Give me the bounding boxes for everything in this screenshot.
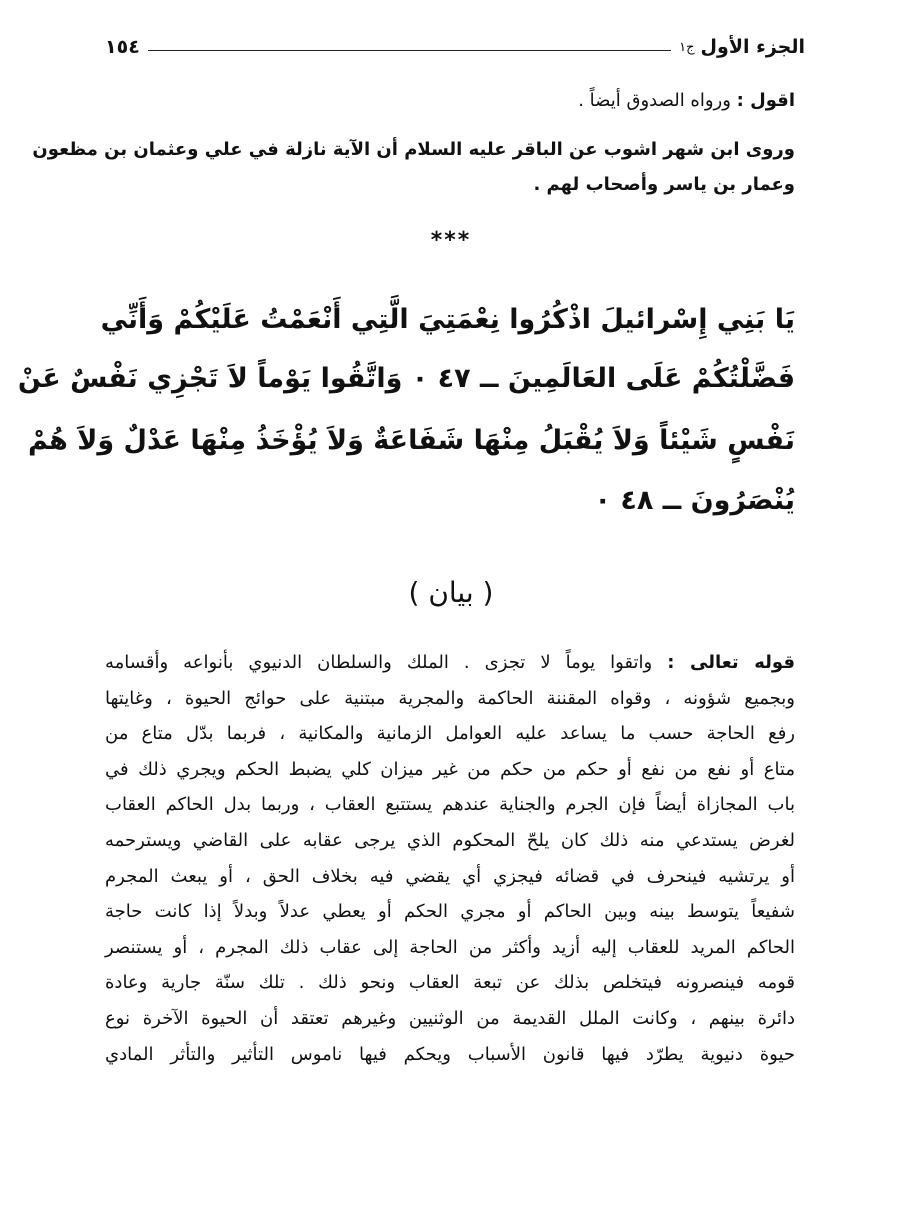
intro-line-1 bbox=[105, 86, 795, 116]
body-line: باب المجازاة أيضاً فإن الجرم والجناية عندهم يستتبع العقاب ، وربما بدل الحاكم العقاب bbox=[105, 794, 795, 815]
verse-line: يَا بَنِي إِسْرائيلَ اذْكُرُوا نِعْمَتِيَ الَّتِي أَنْعَمْتُ عَلَيْكُمْ وَأَنِّي bbox=[100, 304, 795, 335]
body-line: لغرض يستدعي منه ذلك كان يلحّ المحكوم الذي يرجى عقابه على القاضي ويسترحمه bbox=[105, 830, 795, 851]
body-line: أو يرتشيه فينحرف في قضائه فيجزي أي يقضي فيه بخلاف الحق ، أو يبعث المجرم bbox=[105, 866, 795, 887]
page-number: ١٥٤ bbox=[105, 36, 140, 58]
section-heading: ( بيان ) bbox=[408, 576, 494, 609]
body-line: شفيعاً يتوسط بينه وبين الحاكم أو مجري الحكم أو يعطي عدلاً وبدلاً إذا كانت حاجة bbox=[105, 901, 795, 922]
running-header bbox=[105, 30, 805, 64]
header-rule bbox=[148, 50, 671, 51]
intro-line-2: وروى ابن شهر اشوب عن الباقر عليه السلام أن الآية نازلة في علي وعثمان بن مظعون bbox=[32, 139, 795, 160]
body-line-1-text: واتقوا يوماً لا تجزى . الملك والسلطان الدنيوي بأنواعه وأقسامه bbox=[105, 652, 653, 673]
intro-line-1-text: ورواه الصدوق أيضاً . bbox=[578, 90, 731, 111]
verse-line: فَضَّلْتُكُمْ عَلَى العَالَمِينَ ــ ٤٧ ٠ وَاتَّقُوا يَوْماً لاَ تَجْزِي نَفْسٌ عَنْ bbox=[17, 363, 795, 394]
body-lead: قوله تعالى : bbox=[667, 652, 795, 673]
body-line: حيوة دنيوية يطرّد فيها قانون الأسباب ويحكم فيها ناموس التأثير والتأثر المادي bbox=[105, 1044, 795, 1065]
intro-line-3: وعمار بن ياسر وأصحاب لهم . bbox=[533, 174, 795, 195]
body-line: رفع الحاجة حسب ما يساعد عليه العوامل الزمانية والمكانية ، فربما بدّل متاع من bbox=[105, 723, 795, 744]
verse-line: نَفْسٍ شَيْئاً وَلاَ يُقْبَلُ مِنْهَا شَفَاعَةٌ وَلاَ يُؤْخَذُ مِنْهَا عَدْلٌ وَلاَ هُمْ bbox=[27, 425, 795, 456]
body-line: وبجميع شؤونه ، وقواه المقننة الحاكمة والمجرية مبتنية على حوائج الحيوة ، وغايتها bbox=[105, 688, 795, 709]
body-line: الحاكم المريد للعقاب إليه أزيد وأكثر من الحاجة إلى عقاب ذلك المجرم ، أو يستنصر bbox=[105, 937, 795, 958]
intro-lead: اقول : bbox=[736, 90, 795, 111]
verse-line: يُنْصَرُونَ ــ ٤٨ ٠ bbox=[594, 485, 795, 516]
body-line: دائرة بينهم ، وكانت الملل القديمة من الوثنيين وغيرهم تعتقد أن الحيوة الآخرة نوع bbox=[105, 1008, 795, 1029]
body-line-1 bbox=[105, 648, 795, 678]
separator-stars: *** bbox=[430, 228, 472, 253]
body-line: قومه فينصرونه فيتخلص بذلك عن تبعة العقاب ونحو ذلك . تلك سنّة جارية وعادة bbox=[105, 972, 795, 993]
volume-mark: ج١ bbox=[679, 39, 695, 55]
body-line: متاع أو نفع من نفع أو حكم من حكم من غير ميزان كلي يضبط الحكم ويجري ذلك في bbox=[105, 759, 795, 780]
volume-title: الجزء الأول bbox=[700, 36, 805, 58]
